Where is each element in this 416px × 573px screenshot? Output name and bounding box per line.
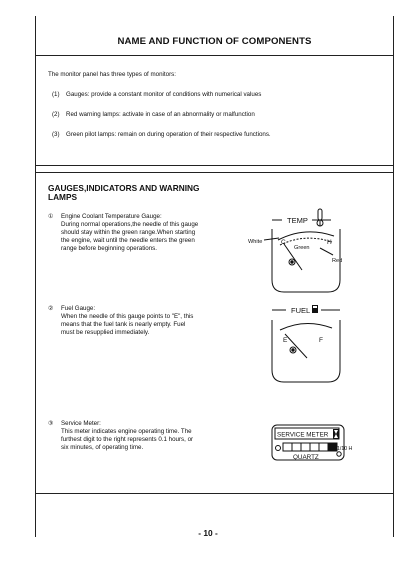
temp-green-label: Green (294, 245, 310, 251)
item-marker: ① (48, 213, 54, 220)
section-heading-line: GAUGES,INDICATORS AND WARNING (48, 183, 200, 193)
fuel-full-label: F (319, 337, 323, 344)
item-marker: ③ (48, 420, 54, 427)
section-heading-line: LAMPS (48, 192, 78, 202)
item-marker: ② (48, 305, 54, 312)
intro-item-text: Green pilot lamps: remain on during operation of their respective functions. (66, 131, 271, 138)
item-line: range before beginning operations. (61, 245, 157, 252)
item-line: This meter indicates engine operating time. The (61, 428, 192, 435)
item-line: must be resupplied immediately. (61, 329, 150, 336)
item-title: Engine Coolant Temperature Gauge: (61, 213, 162, 220)
item-line: the engine, wait until the needle enters the green (61, 237, 195, 244)
service-meter-unit: 1/10 H (337, 446, 353, 452)
fuel-gauge-figure (272, 310, 340, 382)
service-meter-label: SERVICE METER (277, 431, 329, 439)
hourglass-icon (333, 429, 339, 439)
fuel-gauge-label: FUEL (291, 306, 311, 315)
item-line: furthest digit to the right represents 0.1 hours, or (61, 436, 194, 443)
intro-item-num: (1) (52, 91, 60, 98)
item-line: means that the fuel tank is nearly empty. Fuel (61, 321, 186, 328)
service-meter-brand: QUARTZ (293, 454, 319, 461)
temp-cold-label: C (281, 239, 286, 246)
fuel-empty-label: E (283, 337, 288, 344)
temp-white-label: White (248, 239, 263, 245)
temp-hot-label: H (327, 239, 332, 246)
intro-lead: The monitor panel has three types of monitors: (48, 71, 176, 78)
intro-item-text: Red warning lamps: activate in case of an abnormality or malfunction (66, 111, 255, 118)
page-title: NAME AND FUNCTION OF COMPONENTS (117, 36, 312, 47)
intro-item-text: Gauges: provide a constant monitor of conditions with numerical values (66, 91, 262, 98)
item-title: Fuel Gauge: (61, 305, 96, 312)
item-line: When the needle of this gauge points to "E", this (61, 313, 194, 320)
item-title: Service Meter: (61, 420, 101, 427)
item-line: six minutes, of operating time. (61, 444, 144, 451)
intro-item-num: (3) (52, 131, 60, 138)
item-line: should stay within the green range.When starting (61, 229, 196, 236)
page-number: - 10 - (198, 528, 218, 538)
intro-item-num: (2) (52, 111, 60, 118)
temp-gauge-label: TEMP (287, 216, 308, 225)
item-line: During normal operations,the needle of this gauge (61, 221, 199, 228)
fuel-pump-icon (312, 305, 318, 313)
temp-red-label: Red (332, 258, 343, 264)
